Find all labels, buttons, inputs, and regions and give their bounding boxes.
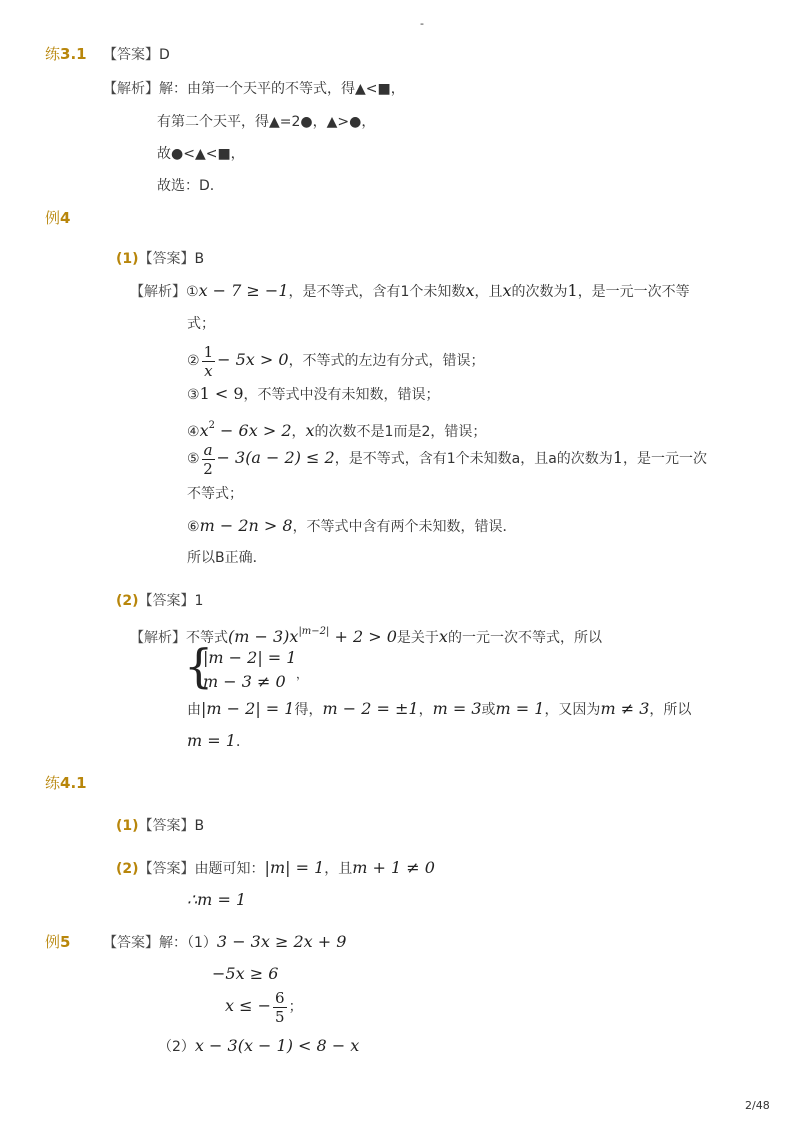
math-expression: 1 < 9 [199, 384, 244, 403]
system-equation: m − 3 ≠ 0 [203, 672, 286, 691]
page-number: 2/48 [745, 1099, 770, 1112]
math-expression: m + 1 ≠ 0 [352, 858, 435, 877]
answer-line [103, 932, 346, 953]
item-mark: ⑥ [187, 519, 200, 535]
analysis-label: 【解析】 [130, 630, 186, 646]
item-text: 由题可知： [194, 861, 265, 877]
analysis-text: 故选：D. [157, 178, 215, 194]
math-expression: x − 3(x − 1) < 8 − x [194, 1036, 360, 1055]
fraction-numerator: a [203, 440, 213, 459]
item-text: 或 [481, 702, 496, 718]
item-text: ，所以 [649, 702, 692, 718]
answer-value: B [194, 251, 205, 267]
system-brace: { [184, 639, 214, 693]
item-text: ， [418, 702, 433, 718]
math-expression: m − 2 = ±1 [322, 699, 419, 718]
analysis-text: 解：由第一个天平的不等式，得▲<■， [159, 81, 405, 97]
part-tag: (2) [116, 593, 139, 609]
item-text: ． [235, 734, 250, 750]
math-variable: x [465, 281, 475, 300]
math-variable: x [502, 281, 512, 300]
heading-prefix: 练 [45, 774, 61, 792]
item-text: 的次数不是1而是2，错误； [314, 424, 487, 440]
conclusion-text: 所以B正确． [187, 550, 267, 566]
item-text: 不等式 [186, 630, 228, 646]
math-expression: |m − 2| = 1 [201, 699, 295, 718]
part-tag: (2) [116, 861, 139, 877]
math-number: 1 [567, 281, 578, 300]
math-expression: x ≤ − [225, 996, 272, 1015]
math-expression: m = 1 [495, 699, 545, 718]
analysis-line [130, 281, 690, 302]
item-text: 的次数为 [511, 284, 568, 300]
answer-label: 【答案】 [138, 251, 195, 267]
item-text: 得， [294, 702, 323, 718]
fraction-numerator: 1 [203, 342, 214, 361]
math-expression: − 5x > 0 [217, 350, 289, 369]
answer-value: 1 [194, 593, 204, 609]
fraction-denominator: 5 [275, 1007, 285, 1026]
math-expression: − 6x > 2 [214, 421, 292, 440]
item-text: ，又因为 [544, 702, 601, 718]
item-mark: ① [186, 284, 199, 300]
answer-label: 【答案】 [103, 47, 159, 63]
analysis-label: 【解析】 [130, 284, 186, 300]
part-tag: (1) [116, 818, 139, 834]
math-expression: m ≠ 3 [600, 699, 650, 718]
math-expression: m = 3 [432, 699, 482, 718]
analysis-text: 故●<▲<■， [157, 146, 245, 162]
math-expression: − 3(a − 2) ≤ 2 [216, 448, 335, 467]
answer-label: 【答案】 [138, 861, 195, 877]
math-expression: + 2 > 0 [329, 627, 397, 646]
fraction-denominator: x [204, 361, 213, 380]
answer-value: D [159, 47, 170, 63]
heading-number: 4 [60, 209, 71, 227]
item-text: 解：（1） [159, 935, 217, 951]
item-text: ，不等式的左边有分式，错误； [288, 353, 485, 369]
fraction-denominator: 2 [203, 459, 213, 478]
math-expression: (m − 3)x [228, 627, 299, 646]
section-heading-lian-3-1 [45, 44, 87, 64]
answer-label: 【答案】 [138, 818, 195, 834]
part-tag: (1) [116, 251, 139, 267]
heading-number: 4.1 [60, 774, 87, 792]
item-text: 由 [187, 702, 201, 718]
analysis-line [187, 516, 517, 537]
answer-value: B [194, 818, 205, 834]
item-text: ，不等式中没有未知数，错误； [243, 387, 440, 403]
math-expression: −5x ≥ 6 [212, 964, 279, 983]
math-expression: ∴m = 1 [187, 890, 247, 909]
math-expression: 3 − 3x ≥ 2x + 9 [216, 932, 347, 951]
answer-line [116, 816, 204, 836]
heading-number: 3.1 [60, 45, 87, 63]
fraction-numerator: 6 [275, 988, 285, 1007]
heading-prefix: 练 [45, 45, 61, 63]
math-expression: |m| = 1 [264, 858, 325, 877]
math-fraction [202, 343, 216, 380]
section-heading-li-5 [45, 932, 70, 952]
item-mark: ⑤ [187, 451, 200, 467]
math-expression: m − 2n > 8 [199, 516, 293, 535]
item-text: 的一元一次不等式，所以 [447, 630, 602, 646]
analysis-label: 【解析】 [103, 81, 159, 97]
math-fraction [273, 989, 287, 1026]
system-equation: |m − 2| = 1 [203, 648, 297, 667]
analysis-line [187, 340, 485, 381]
item-mark: ③ [187, 387, 200, 403]
analysis-text: 有第二个天平，得▲=2●，▲>●， [157, 114, 376, 130]
math-line [158, 1036, 359, 1057]
math-variable: x [305, 421, 315, 440]
heading-prefix: 例 [45, 933, 61, 951]
section-heading-lian-4-1 [45, 773, 87, 793]
system-comma: ， [296, 667, 309, 681]
answer-line [116, 249, 204, 269]
analysis-line [187, 731, 250, 752]
math-expression: m = 1 [187, 731, 236, 750]
heading-number: 5 [60, 933, 71, 951]
item-text: ， [291, 424, 306, 440]
item-text: 不等式； [187, 486, 243, 502]
math-number: 1 [612, 448, 623, 467]
item-text: ，且 [474, 284, 503, 300]
item-text: ，是不等式，含有1个未知数 [288, 284, 466, 300]
item-text: ，是一元一次不等 [577, 284, 690, 300]
answer-line [116, 858, 435, 879]
item-text: 式； [187, 316, 215, 332]
analysis-line [103, 79, 405, 99]
page-header-mark: - [420, 17, 424, 30]
answer-line [116, 591, 203, 611]
item-text: （2） [158, 1039, 195, 1055]
math-line [225, 986, 303, 1027]
answer-label: 【答案】 [103, 935, 159, 951]
math-fraction [202, 441, 215, 478]
analysis-line [187, 699, 691, 720]
item-text: ，是不等式，含有1个未知数a，且a的次数为 [334, 451, 613, 467]
item-text: ； [288, 999, 303, 1015]
section-heading-li-4 [45, 208, 70, 228]
item-text: ，不等式中含有两个未知数，错误． [292, 519, 517, 535]
analysis-line [187, 438, 707, 479]
item-mark: ④ [187, 424, 200, 440]
answer-label: 【答案】 [138, 593, 195, 609]
math-exponent: 2 [208, 420, 215, 431]
heading-prefix: 例 [45, 209, 61, 227]
answer-line [103, 45, 170, 65]
item-text: ，且 [324, 861, 353, 877]
math-exponent: |m−2| [298, 626, 330, 637]
math-base: x [199, 421, 209, 440]
item-text: 是关于 [396, 630, 439, 646]
analysis-line [187, 384, 440, 405]
item-text: ，是一元一次 [623, 451, 707, 467]
math-expression: x − 7 ≥ −1 [198, 281, 289, 300]
math-variable: x [438, 627, 448, 646]
item-mark: ② [187, 353, 200, 369]
